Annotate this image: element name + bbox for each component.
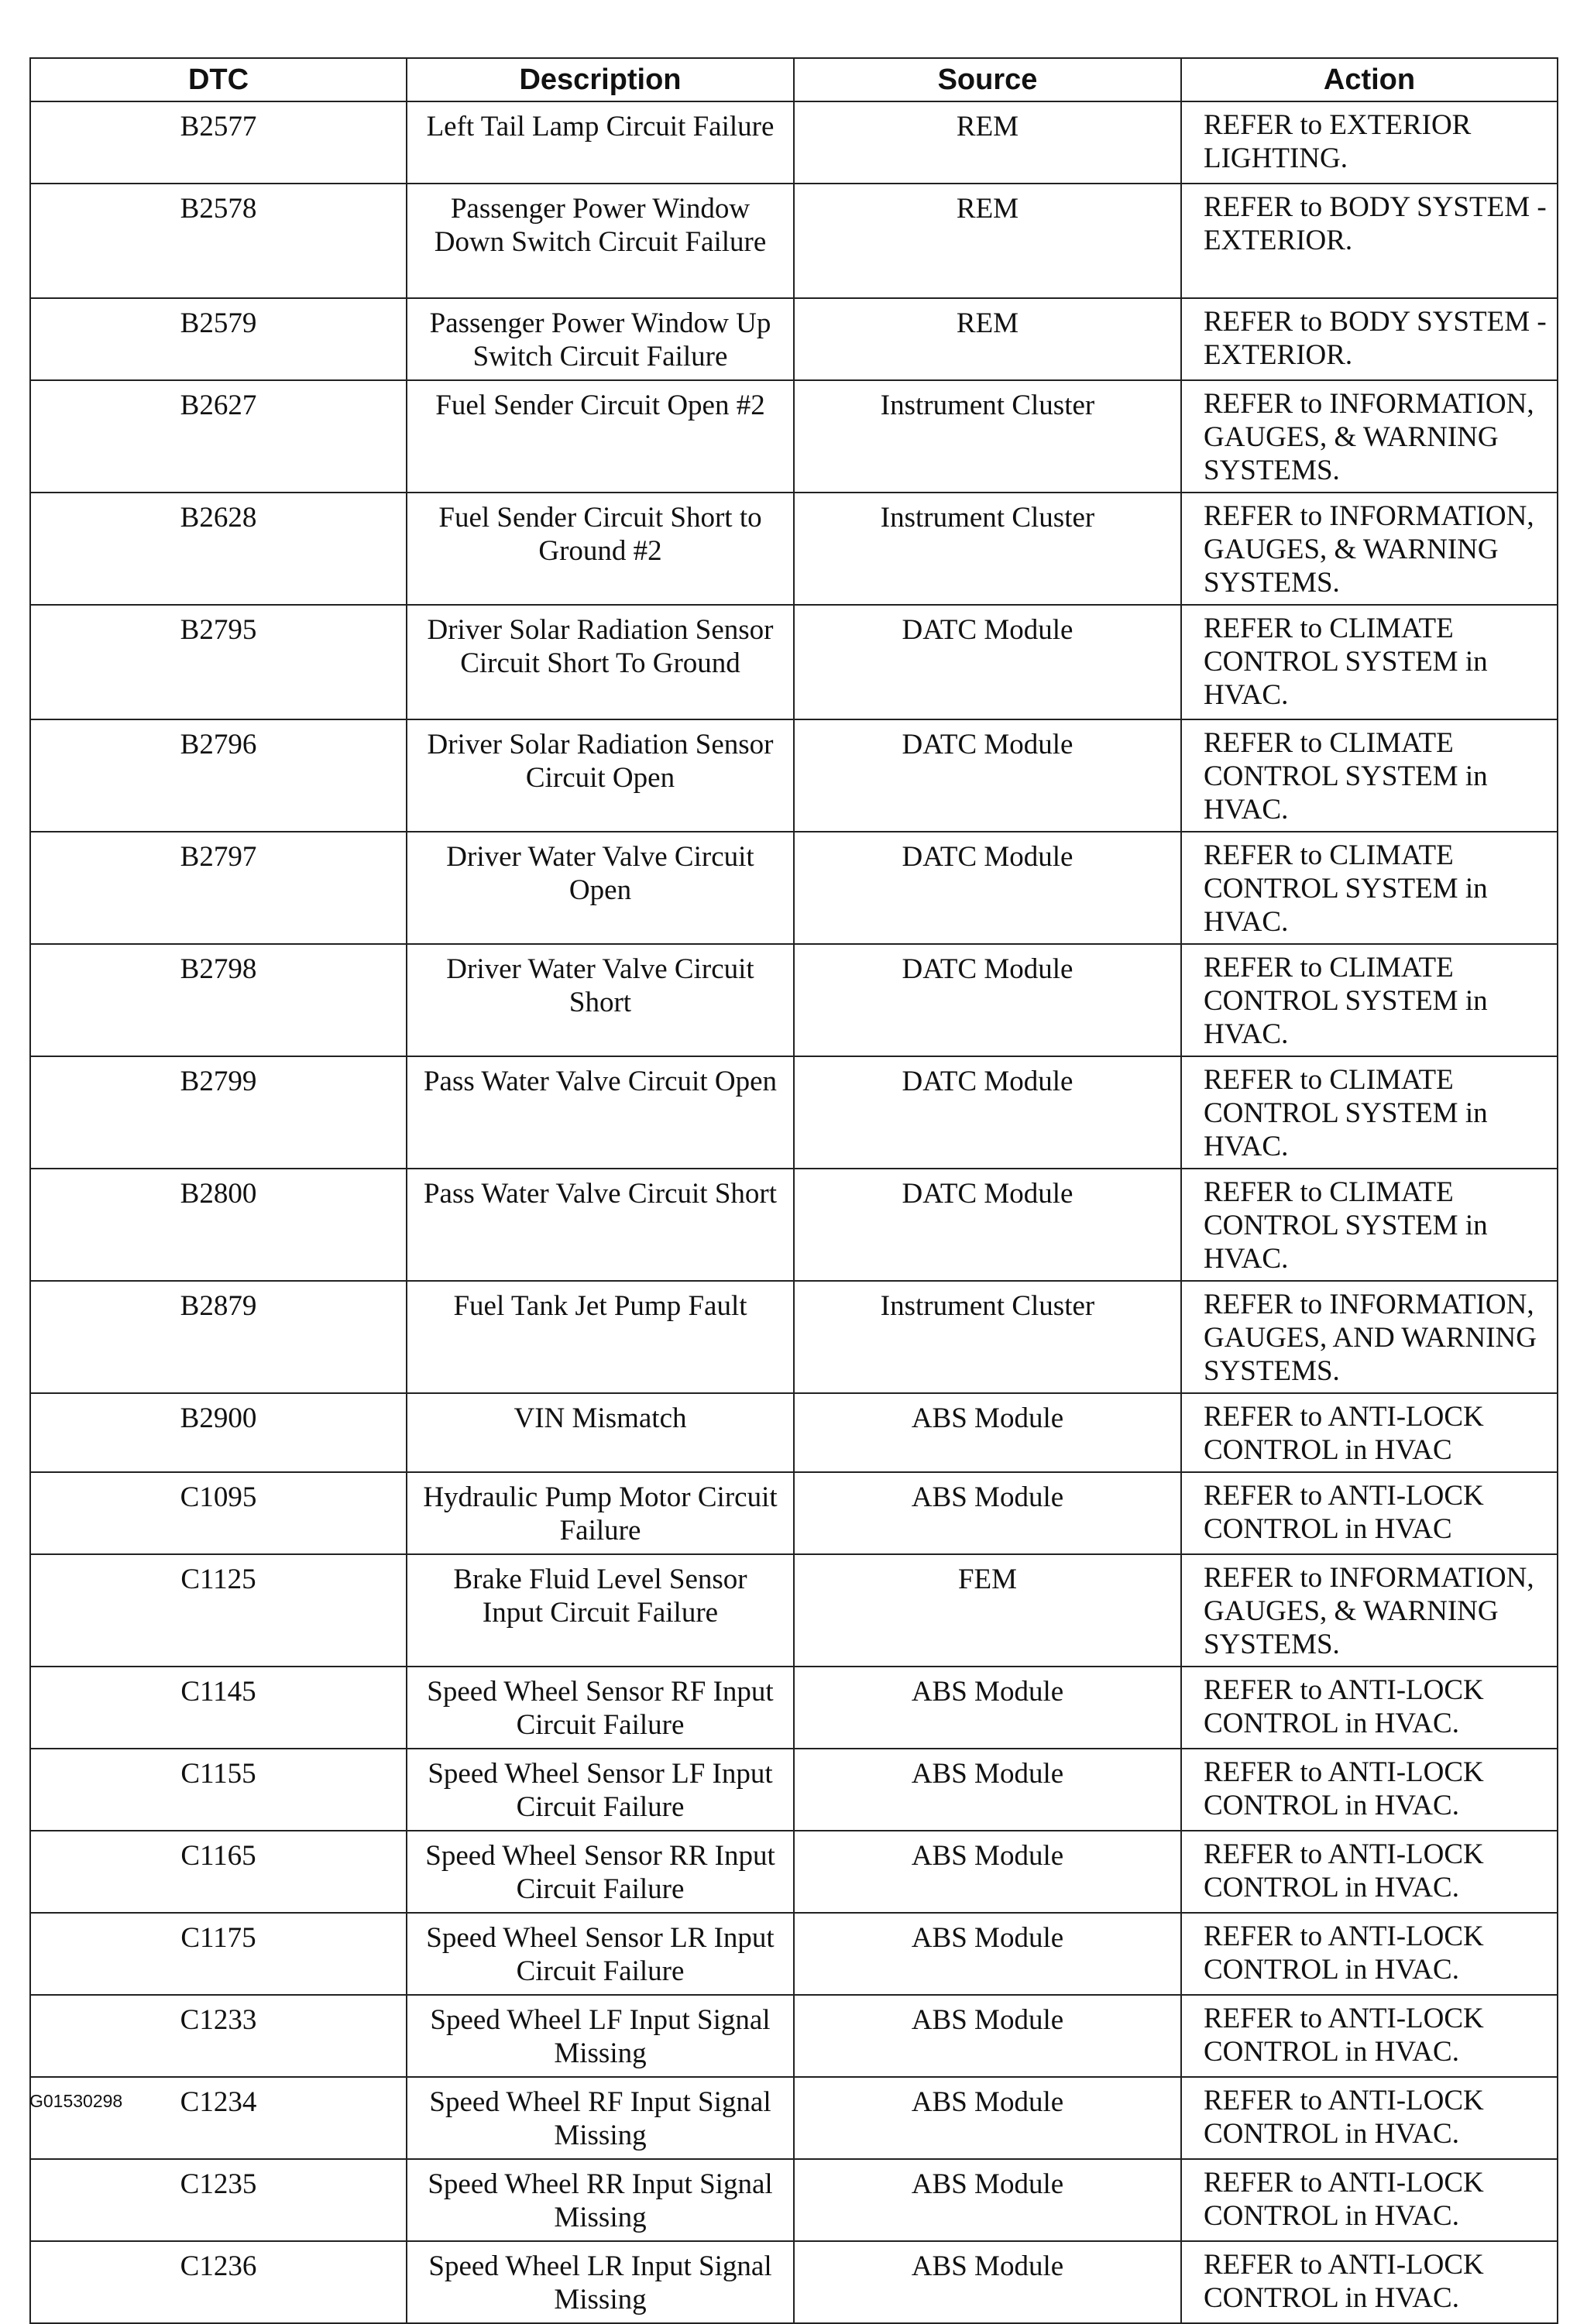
- dtc-source: FEM: [794, 1554, 1181, 1667]
- dtc-source: DATC Module: [794, 944, 1181, 1056]
- dtc-action: REFER to CLIMATE CONTROL SYSTEM in HVAC.: [1181, 944, 1558, 1056]
- dtc-description: Hydraulic Pump Motor Circuit Failure: [407, 1472, 794, 1554]
- figure-id: G01530298: [29, 2091, 123, 2111]
- dtc-source: DATC Module: [794, 832, 1181, 944]
- column-header-source: Source: [794, 58, 1181, 101]
- dtc-code: C1165: [30, 1831, 407, 1913]
- dtc-action: REFER to CLIMATE CONTROL SYSTEM in HVAC.: [1181, 1169, 1558, 1281]
- dtc-table: [29, 57, 1558, 2324]
- dtc-description: Driver Solar Radiation Sensor Circuit Open: [407, 719, 794, 832]
- dtc-source: REM: [794, 298, 1181, 380]
- dtc-description: Brake Fluid Level Sensor Input Circuit Failure: [407, 1554, 794, 1667]
- dtc-code: C1155: [30, 1749, 407, 1831]
- dtc-action: REFER to CLIMATE CONTROL SYSTEM in HVAC.: [1181, 1056, 1558, 1169]
- dtc-action: REFER to INFORMATION, GAUGES, & WARNING SYSTEMS.: [1181, 493, 1558, 605]
- dtc-description: Speed Wheel RR Input Signal Missing: [407, 2159, 794, 2241]
- dtc-description: Driver Water Valve Circuit Open: [407, 832, 794, 944]
- dtc-action: REFER to ANTI-LOCK CONTROL in HVAC.: [1181, 1667, 1558, 1749]
- dtc-description: Left Tail Lamp Circuit Failure: [407, 101, 794, 184]
- dtc-source: ABS Module: [794, 1749, 1181, 1831]
- dtc-action: REFER to ANTI-LOCK CONTROL in HVAC.: [1181, 1913, 1558, 1995]
- table-row: [30, 184, 1558, 298]
- dtc-description: Speed Wheel Sensor LR Input Circuit Failure: [407, 1913, 794, 1995]
- dtc-action: REFER to CLIMATE CONTROL SYSTEM in HVAC.: [1181, 605, 1558, 719]
- dtc-code: C1145: [30, 1667, 407, 1749]
- dtc-code: B2799: [30, 1056, 407, 1169]
- dtc-action: REFER to INFORMATION, GAUGES, & WARNING SYSTEMS.: [1181, 380, 1558, 493]
- dtc-action: REFER to ANTI-LOCK CONTROL in HVAC.: [1181, 2077, 1558, 2159]
- dtc-code: B2628: [30, 493, 407, 605]
- table-row: [30, 1554, 1558, 1667]
- dtc-description: Pass Water Valve Circuit Open: [407, 1056, 794, 1169]
- dtc-action: REFER to CLIMATE CONTROL SYSTEM in HVAC.: [1181, 832, 1558, 944]
- dtc-source: Instrument Cluster: [794, 493, 1181, 605]
- dtc-source: REM: [794, 184, 1181, 298]
- dtc-description: Speed Wheel Sensor LF Input Circuit Failure: [407, 1749, 794, 1831]
- dtc-description: Speed Wheel RF Input Signal Missing: [407, 2077, 794, 2159]
- dtc-code: B2579: [30, 298, 407, 380]
- column-header-description: Description: [407, 58, 794, 101]
- column-header-action: Action: [1181, 58, 1558, 101]
- table-row: [30, 493, 1558, 605]
- dtc-code: B2900: [30, 1393, 407, 1472]
- table-row: [30, 1831, 1558, 1913]
- dtc-action: REFER to BODY SYSTEM - EXTERIOR.: [1181, 184, 1558, 298]
- dtc-source: DATC Module: [794, 605, 1181, 719]
- dtc-description: Speed Wheel Sensor RF Input Circuit Failure: [407, 1667, 794, 1749]
- dtc-description: Speed Wheel Sensor RR Input Circuit Failure: [407, 1831, 794, 1913]
- table-row: [30, 2241, 1558, 2323]
- dtc-action: REFER to ANTI-LOCK CONTROL in HVAC: [1181, 1472, 1558, 1554]
- dtc-source: ABS Module: [794, 1913, 1181, 1995]
- dtc-code: B2578: [30, 184, 407, 298]
- table-body: [30, 101, 1558, 2323]
- dtc-source: ABS Module: [794, 2159, 1181, 2241]
- dtc-source: ABS Module: [794, 2077, 1181, 2159]
- table-row: [30, 1913, 1558, 1995]
- dtc-code: B2879: [30, 1281, 407, 1393]
- table-row: [30, 2159, 1558, 2241]
- dtc-description: Speed Wheel LR Input Signal Missing: [407, 2241, 794, 2323]
- table-row: [30, 832, 1558, 944]
- dtc-description: Driver Water Valve Circuit Short: [407, 944, 794, 1056]
- dtc-source: DATC Module: [794, 719, 1181, 832]
- table-row: [30, 1472, 1558, 1554]
- table-row: [30, 605, 1558, 719]
- table-row: [30, 1995, 1558, 2077]
- table-row: [30, 944, 1558, 1056]
- table-row: [30, 101, 1558, 184]
- dtc-code: B2627: [30, 380, 407, 493]
- table-row: [30, 1281, 1558, 1393]
- table-row: [30, 1749, 1558, 1831]
- dtc-description: Passenger Power Window Up Switch Circuit Failure: [407, 298, 794, 380]
- dtc-source: DATC Module: [794, 1169, 1181, 1281]
- dtc-action: REFER to ANTI-LOCK CONTROL in HVAC.: [1181, 1831, 1558, 1913]
- table-row: [30, 298, 1558, 380]
- dtc-action: REFER to INFORMATION, GAUGES, AND WARNING SYSTEMS.: [1181, 1281, 1558, 1393]
- dtc-source: Instrument Cluster: [794, 1281, 1181, 1393]
- dtc-action: REFER to ANTI-LOCK CONTROL in HVAC.: [1181, 1995, 1558, 2077]
- dtc-description: Fuel Tank Jet Pump Fault: [407, 1281, 794, 1393]
- dtc-code: B2577: [30, 101, 407, 184]
- dtc-source: ABS Module: [794, 1995, 1181, 2077]
- dtc-code: C1095: [30, 1472, 407, 1554]
- table-row: [30, 2077, 1558, 2159]
- table-header-row: [30, 58, 1558, 101]
- dtc-source: ABS Module: [794, 1667, 1181, 1749]
- dtc-action: REFER to INFORMATION, GAUGES, & WARNING SYSTEMS.: [1181, 1554, 1558, 1667]
- table-row: [30, 1056, 1558, 1169]
- table-row: [30, 719, 1558, 832]
- dtc-code: C1235: [30, 2159, 407, 2241]
- dtc-description: Passenger Power Window Down Switch Circuit Failure: [407, 184, 794, 298]
- dtc-action: REFER to ANTI-LOCK CONTROL in HVAC.: [1181, 2241, 1558, 2323]
- dtc-code: B2800: [30, 1169, 407, 1281]
- dtc-code: C1234: [30, 2077, 407, 2159]
- dtc-source: ABS Module: [794, 1831, 1181, 1913]
- dtc-action: REFER to ANTI-LOCK CONTROL in HVAC: [1181, 1393, 1558, 1472]
- dtc-description: Pass Water Valve Circuit Short: [407, 1169, 794, 1281]
- dtc-action: REFER to ANTI-LOCK CONTROL in HVAC.: [1181, 1749, 1558, 1831]
- dtc-action: REFER to ANTI-LOCK CONTROL in HVAC.: [1181, 2159, 1558, 2241]
- dtc-source: ABS Module: [794, 1472, 1181, 1554]
- dtc-description: VIN Mismatch: [407, 1393, 794, 1472]
- dtc-action: REFER to CLIMATE CONTROL SYSTEM in HVAC.: [1181, 719, 1558, 832]
- dtc-source: ABS Module: [794, 1393, 1181, 1472]
- table-row: [30, 1169, 1558, 1281]
- dtc-code: B2796: [30, 719, 407, 832]
- dtc-code: C1233: [30, 1995, 407, 2077]
- table-row: [30, 1667, 1558, 1749]
- dtc-source: Instrument Cluster: [794, 380, 1181, 493]
- dtc-description: Driver Solar Radiation Sensor Circuit Short To Ground: [407, 605, 794, 719]
- dtc-code: C1125: [30, 1554, 407, 1667]
- dtc-description: Speed Wheel LF Input Signal Missing: [407, 1995, 794, 2077]
- dtc-description: Fuel Sender Circuit Open #2: [407, 380, 794, 493]
- dtc-action: REFER to BODY SYSTEM - EXTERIOR.: [1181, 298, 1558, 380]
- dtc-code: C1236: [30, 2241, 407, 2323]
- dtc-source: DATC Module: [794, 1056, 1181, 1169]
- column-header-dtc: DTC: [30, 58, 407, 101]
- dtc-description: Fuel Sender Circuit Short to Ground #2: [407, 493, 794, 605]
- dtc-code: B2797: [30, 832, 407, 944]
- dtc-action: REFER to EXTERIOR LIGHTING.: [1181, 101, 1558, 184]
- dtc-code: B2795: [30, 605, 407, 719]
- dtc-code: B2798: [30, 944, 407, 1056]
- dtc-source: ABS Module: [794, 2241, 1181, 2323]
- table-row: [30, 1393, 1558, 1472]
- table-row: [30, 380, 1558, 493]
- dtc-code: C1175: [30, 1913, 407, 1995]
- dtc-source: REM: [794, 101, 1181, 184]
